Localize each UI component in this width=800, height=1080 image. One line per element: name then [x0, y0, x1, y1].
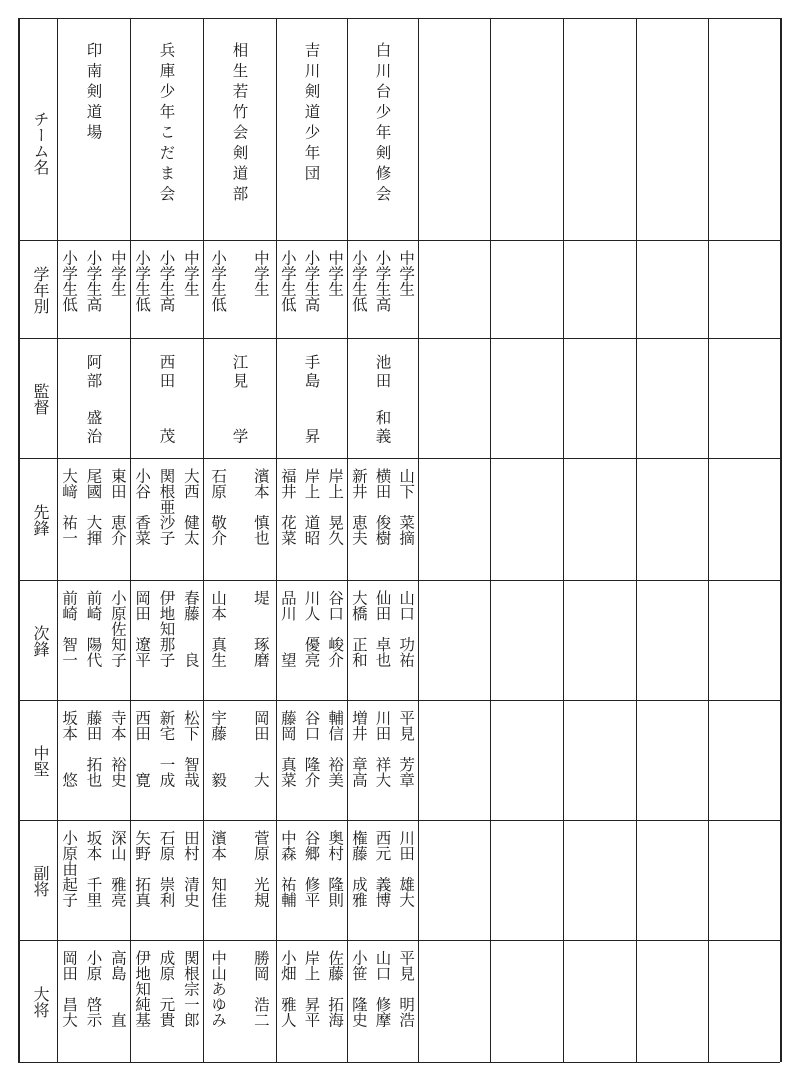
grade-label: 小学生高 — [157, 250, 176, 312]
cell-jiho-team-1 — [57, 590, 130, 696]
cell-team_name-team-2 — [130, 28, 203, 236]
cell-coach-team-5 — [347, 348, 418, 454]
member-name: 高島 直 — [108, 950, 127, 1028]
row-label-chuken: 中堅 — [31, 745, 50, 777]
grid-hline — [18, 458, 780, 459]
member-name: 石原 崇利 — [157, 830, 176, 908]
member-name: 関根亜沙子 — [157, 468, 176, 546]
member-name: 前崎 陽代 — [84, 590, 103, 668]
member-name: 小笹 隆史 — [349, 950, 368, 1028]
cell-jiho-team-4 — [276, 590, 347, 696]
grade-label: 中学生 — [108, 250, 127, 297]
grid-vline — [780, 18, 782, 1062]
cell-taisho-team-5 — [347, 950, 418, 1058]
row-label-taisho: 大将 — [31, 986, 50, 1018]
row-label-coach: 監督 — [31, 383, 50, 415]
grid-hline — [18, 820, 780, 821]
member-name: 小原 啓示 — [84, 950, 103, 1028]
member-name: 宇藤 毅 — [209, 710, 228, 788]
team-name: 吉川剣道少年団 — [302, 42, 321, 186]
member-name: 中森 祐輔 — [278, 830, 297, 908]
member-name: 品川 望 — [278, 590, 297, 668]
coach-name: 手島 昇 — [302, 354, 321, 447]
cell-chuken-team-5 — [347, 710, 418, 816]
grade-label: 中学生 — [397, 250, 416, 297]
cell-coach-team-2 — [130, 348, 203, 454]
member-name: 東田 恵介 — [108, 468, 127, 546]
grid-vline — [490, 18, 491, 1062]
cell-senpo-team-5 — [347, 468, 418, 576]
member-name: 大西 健太 — [181, 468, 200, 546]
member-name: 大﨑 祐一 — [60, 468, 79, 546]
grid-vline — [18, 18, 20, 1062]
cell-coach-team-1 — [57, 348, 130, 454]
cell-grade-team-1 — [57, 250, 130, 334]
cell-chuken-team-4 — [276, 710, 347, 816]
cell-taisho-team-1 — [57, 950, 130, 1058]
member-name: 川人 優亮 — [302, 590, 321, 668]
member-name: 堤 琢磨 — [251, 590, 270, 668]
member-name: 藤岡 真菜 — [278, 710, 297, 788]
member-name: 谷口 峻介 — [326, 590, 345, 668]
grid-hline — [18, 240, 780, 241]
cell-senpo-team-2 — [130, 468, 203, 576]
member-name: 前崎 智一 — [60, 590, 79, 668]
row-label-fukusho: 副将 — [31, 865, 50, 897]
member-name: 小原由起子 — [60, 830, 79, 908]
member-name: 矢野 拓真 — [133, 830, 152, 908]
cell-grade-team-2 — [130, 250, 203, 334]
cell-taisho-team-2 — [130, 950, 203, 1058]
member-name: 松下 智哉 — [181, 710, 200, 788]
cell-jiho-team-2 — [130, 590, 203, 696]
member-name: 新井 恵夫 — [349, 468, 368, 546]
member-name: 尾國 大揮 — [84, 468, 103, 546]
row-label-jiho: 次鋒 — [31, 625, 50, 657]
member-name: 横田 俊樹 — [373, 468, 392, 546]
cell-fukusho-team-4 — [276, 830, 347, 936]
member-name: 深山 雅亮 — [108, 830, 127, 908]
member-name: 寺本 裕史 — [108, 710, 127, 788]
cell-taisho-team-4 — [276, 950, 347, 1058]
cell-chuken-team-1 — [57, 710, 130, 816]
member-name: 山口 修摩 — [373, 950, 392, 1028]
cell-fukusho-team-5 — [347, 830, 418, 936]
cell-jiho-team-3 — [203, 590, 276, 696]
member-name: 奥村 隆則 — [326, 830, 345, 908]
grid-vline — [563, 18, 564, 1062]
member-name: 山口 功祐 — [397, 590, 416, 668]
member-name: 中山あゆみ — [209, 950, 228, 1028]
member-name: 岡田 大 — [251, 710, 270, 788]
team-name: 印南剣道場 — [84, 42, 103, 145]
member-name: 西元 義博 — [373, 830, 392, 908]
member-name: 田村 清史 — [181, 830, 200, 908]
member-name: 岸上 晃久 — [326, 468, 345, 546]
member-name: 仙田 卓也 — [373, 590, 392, 668]
member-name: 輔信 裕美 — [326, 710, 345, 788]
cell-fukusho-team-1 — [57, 830, 130, 936]
grid-hline — [18, 700, 780, 701]
member-name: 山下 菜摘 — [397, 468, 416, 546]
grid-hline — [18, 1062, 780, 1063]
member-name: 増井 章高 — [349, 710, 368, 788]
member-name: 岸上 道昭 — [302, 468, 321, 546]
cell-senpo-team-1 — [57, 468, 130, 576]
member-name: 岡田 遼平 — [133, 590, 152, 668]
row-label-team_name: チーム名 — [31, 111, 50, 175]
member-name: 濱本 慎也 — [251, 468, 270, 546]
coach-name: 西田 茂 — [157, 354, 176, 447]
grid-hline — [18, 940, 780, 941]
grade-label: 小学生低 — [349, 250, 368, 312]
member-name: 福井 花菜 — [278, 468, 297, 546]
member-name: 谷郷 修平 — [302, 830, 321, 908]
member-name: 川田 雄大 — [397, 830, 416, 908]
cell-grade-team-5 — [347, 250, 418, 334]
grade-label: 小学生高 — [302, 250, 321, 312]
member-name: 山本 真生 — [209, 590, 228, 668]
grade-label: 中学生 — [181, 250, 200, 297]
grid-vline — [708, 18, 709, 1062]
grade-label: 小学生高 — [84, 250, 103, 312]
grade-label: 小学生高 — [373, 250, 392, 312]
member-name: 岡田 昌大 — [60, 950, 79, 1028]
member-name: 春藤 良 — [181, 590, 200, 668]
member-name: 菅原 光規 — [251, 830, 270, 908]
row-label-grade: 学年別 — [31, 266, 50, 314]
member-name: 岸上 昇平 — [302, 950, 321, 1028]
grade-label: 小学生低 — [209, 250, 228, 312]
coach-name: 江見 学 — [230, 354, 249, 447]
coach-name: 池田 和義 — [373, 354, 392, 447]
member-name: 坂本 千里 — [84, 830, 103, 908]
cell-team_name-team-3 — [203, 28, 276, 236]
member-name: 大橋 正和 — [349, 590, 368, 668]
cell-team_name-team-5 — [347, 28, 418, 236]
team-name: 白川台少年剣修会 — [373, 42, 392, 206]
member-name: 小谷 香菜 — [133, 468, 152, 546]
member-name: 藤田 拓也 — [84, 710, 103, 788]
grade-label: 中学生 — [326, 250, 345, 297]
cell-chuken-team-3 — [203, 710, 276, 816]
member-name: 伊地知那子 — [157, 590, 176, 668]
cell-coach-team-4 — [276, 348, 347, 454]
grid-hline — [18, 338, 780, 339]
cell-senpo-team-4 — [276, 468, 347, 576]
member-name: 権藤 成雅 — [349, 830, 368, 908]
member-name: 川田 祥大 — [373, 710, 392, 788]
cell-team_name-team-4 — [276, 28, 347, 236]
grade-label: 小学生低 — [60, 250, 79, 312]
member-name: 坂本 悠 — [60, 710, 79, 788]
grid-hline — [18, 580, 780, 581]
member-name: 平見 芳章 — [397, 710, 416, 788]
member-name: 佐藤 拓海 — [326, 950, 345, 1028]
team-name: 相生若竹会剣道部 — [230, 42, 249, 206]
member-name: 関根宗一郎 — [181, 950, 200, 1028]
cell-senpo-team-3 — [203, 468, 276, 576]
member-name: 成原 元貴 — [157, 950, 176, 1028]
member-name: 濱本 知佳 — [209, 830, 228, 908]
member-name: 小原佐知子 — [108, 590, 127, 668]
cell-coach-team-3 — [203, 348, 276, 454]
cell-team_name-team-1 — [57, 28, 130, 236]
member-name: 小畑 雅人 — [278, 950, 297, 1028]
cell-jiho-team-5 — [347, 590, 418, 696]
member-name: 谷口 隆介 — [302, 710, 321, 788]
cell-fukusho-team-3 — [203, 830, 276, 936]
member-name: 新宅 一成 — [157, 710, 176, 788]
member-name: 石原 敬介 — [209, 468, 228, 546]
cell-chuken-team-2 — [130, 710, 203, 816]
coach-name: 阿部 盛治 — [84, 354, 103, 447]
row-label-senpo: 先鋒 — [31, 504, 50, 536]
grid-vline — [636, 18, 637, 1062]
member-name: 平見 明浩 — [397, 950, 416, 1028]
member-name: 西田 寛 — [133, 710, 152, 788]
grade-label: 小学生低 — [133, 250, 152, 312]
member-name: 勝岡 浩二 — [251, 950, 270, 1028]
team-name: 兵庫少年こだま会 — [157, 42, 176, 206]
grade-label: 中学生 — [251, 250, 270, 297]
cell-grade-team-4 — [276, 250, 347, 334]
cell-fukusho-team-2 — [130, 830, 203, 936]
member-name: 伊地知純基 — [133, 950, 152, 1028]
grid-vline — [418, 18, 419, 1062]
grid-hline — [18, 18, 780, 19]
cell-grade-team-3 — [203, 250, 276, 334]
grade-label: 小学生低 — [278, 250, 297, 312]
cell-taisho-team-3 — [203, 950, 276, 1058]
